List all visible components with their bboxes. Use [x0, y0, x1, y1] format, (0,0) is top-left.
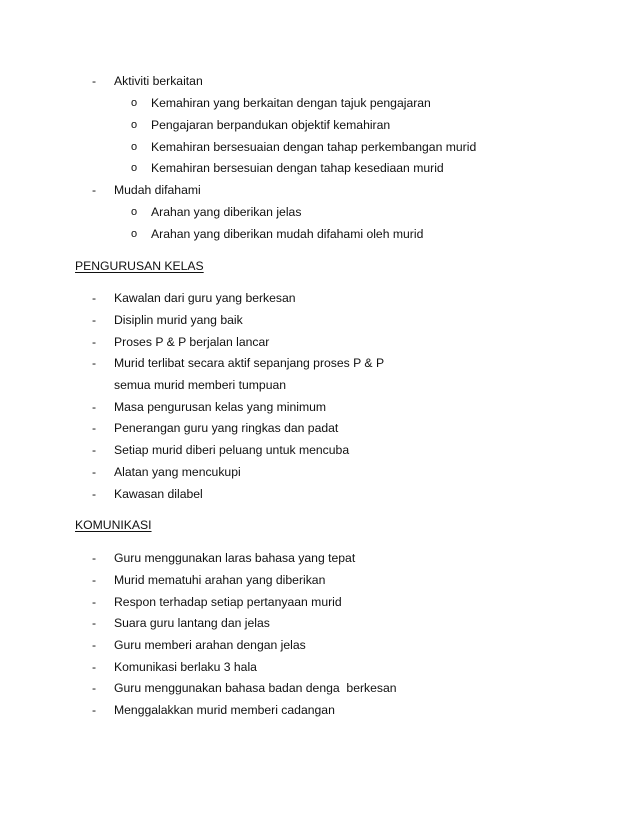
list-item-text: Kawasan dilabel	[114, 487, 203, 501]
list-item-text: Mudah difahami	[114, 183, 201, 197]
list-item-text: Murid mematuhi arahan yang diberikan	[114, 573, 326, 587]
sub-list-item-text: Kemahiran bersesuaian dengan tahap perkembangan murid	[151, 140, 477, 154]
dash-marker: -	[92, 616, 97, 630]
circle-bullet-icon: o	[131, 141, 138, 153]
list-item-text: Komunikasi berlaku 3 hala	[114, 660, 257, 674]
list-item-text: Menggalakkan murid memberi cadangan	[114, 703, 335, 717]
section-heading-komunikasi: KOMUNIKASI	[75, 518, 152, 532]
list-item-continuation-text: semua murid memberi tumpuan	[114, 378, 287, 392]
dash-marker: -	[92, 356, 97, 370]
circle-bullet-icon: o	[131, 206, 138, 218]
sub-list-item-text: Arahan yang diberikan mudah difahami oleh murid	[151, 227, 424, 241]
dash-marker: -	[92, 74, 97, 88]
dash-marker: -	[92, 660, 97, 674]
dash-marker: -	[92, 465, 97, 479]
dash-marker: -	[92, 551, 97, 565]
list-item-text: Alatan yang mencukupi	[114, 465, 241, 479]
list-item-text: Guru menggunakan bahasa badan denga berkesan	[114, 681, 397, 695]
list-item-text: Guru memberi arahan dengan jelas	[114, 638, 306, 652]
dash-marker: -	[92, 400, 97, 414]
list-item-text: Suara guru lantang dan jelas	[114, 616, 270, 630]
sub-list-item-text: Arahan yang diberikan jelas	[151, 205, 302, 219]
dash-marker: -	[92, 595, 97, 609]
dash-marker: -	[92, 681, 97, 695]
circle-bullet-icon: o	[131, 228, 138, 240]
sub-list-item-text: Pengajaran berpandukan objektif kemahiran	[151, 118, 391, 132]
list-item-text: Setiap murid diberi peluang untuk mencuba	[114, 443, 350, 457]
dash-marker: -	[92, 638, 97, 652]
dash-marker: -	[92, 421, 97, 435]
list-item-text: Guru menggunakan laras bahasa yang tepat	[114, 551, 356, 565]
dash-marker: -	[92, 487, 97, 501]
sub-list-item-text: Kemahiran yang berkaitan dengan tajuk pengajaran	[151, 96, 431, 110]
list-item-text: Masa pengurusan kelas yang minimum	[114, 400, 327, 414]
dash-marker: -	[92, 573, 97, 587]
list-item-text: Aktiviti berkaitan	[114, 74, 203, 88]
list-item-text: Respon terhadap setiap pertanyaan murid	[114, 595, 342, 609]
list-item-text: Murid terlibat secara aktif sepanjang proses P & P	[114, 356, 385, 370]
circle-bullet-icon: o	[131, 119, 138, 131]
sub-list-item-text: Kemahiran bersesuian dengan tahap kesediaan murid	[151, 161, 444, 175]
dash-marker: -	[92, 183, 97, 197]
circle-bullet-icon: o	[131, 97, 138, 109]
dash-marker: -	[92, 443, 97, 457]
dash-marker: -	[92, 313, 97, 327]
list-item-text: Proses P & P berjalan lancar	[114, 335, 270, 349]
list-item-text: Disiplin murid yang baik	[114, 313, 243, 327]
dash-marker: -	[92, 291, 97, 305]
list-item-text: Kawalan dari guru yang berkesan	[114, 291, 296, 305]
dash-marker: -	[92, 703, 97, 717]
list-item-text: Penerangan guru yang ringkas dan padat	[114, 421, 339, 435]
section-heading-pengurusan-kelas: PENGURUSAN KELAS	[75, 259, 204, 273]
circle-bullet-icon: o	[131, 162, 138, 174]
dash-marker: -	[92, 335, 97, 349]
